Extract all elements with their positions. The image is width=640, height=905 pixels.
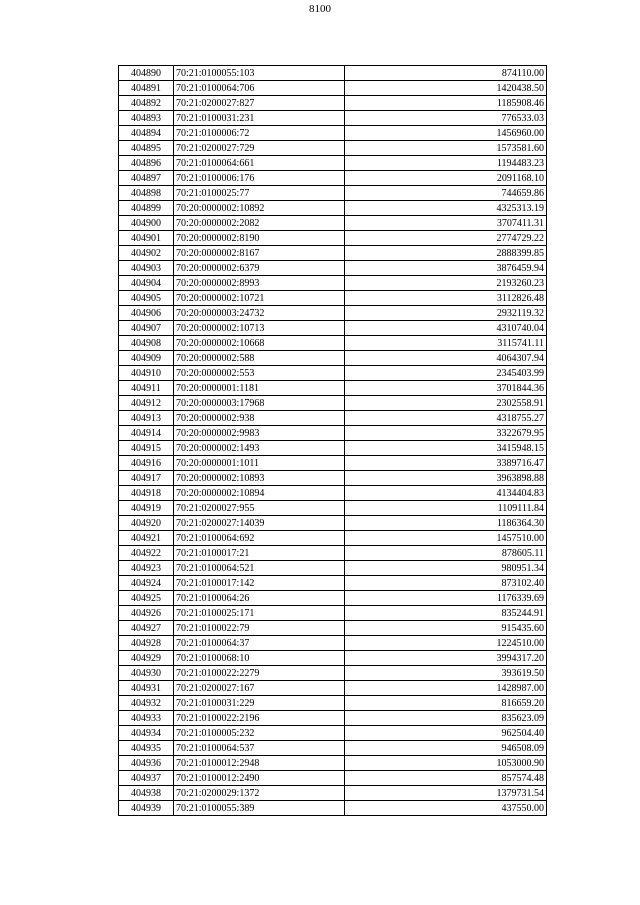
registry-table <box>118 65 547 816</box>
value-cell: 962504.40 <box>345 726 547 741</box>
row-number-cell: 404909 <box>119 351 174 366</box>
row-number-cell: 404911 <box>119 381 174 396</box>
table-row <box>119 546 547 561</box>
value-cell: 3963898.88 <box>345 471 547 486</box>
value-cell: 3322679.95 <box>345 426 547 441</box>
table-row <box>119 231 547 246</box>
cadastral-number-cell: 70:21:0200029:1372 <box>174 786 345 801</box>
row-number-cell: 404936 <box>119 756 174 771</box>
cadastral-number-cell: 70:20:0000002:8993 <box>174 276 345 291</box>
value-cell: 1379731.54 <box>345 786 547 801</box>
cadastral-number-cell: 70:20:0000002:10721 <box>174 291 345 306</box>
row-number-cell: 404896 <box>119 156 174 171</box>
table-row <box>119 351 547 366</box>
row-number-cell: 404912 <box>119 396 174 411</box>
table-row <box>119 321 547 336</box>
cadastral-number-cell: 70:21:0100064:26 <box>174 591 345 606</box>
row-number-cell: 404920 <box>119 516 174 531</box>
cadastral-number-cell: 70:20:0000002:1493 <box>174 441 345 456</box>
cadastral-number-cell: 70:20:0000002:10893 <box>174 471 345 486</box>
table-row <box>119 396 547 411</box>
row-number-cell: 404894 <box>119 126 174 141</box>
table-row <box>119 696 547 711</box>
cadastral-number-cell: 70:21:0100068:10 <box>174 651 345 666</box>
cadastral-number-cell: 70:21:0200027:827 <box>174 96 345 111</box>
value-cell: 4310740.04 <box>345 321 547 336</box>
cadastral-number-cell: 70:20:0000002:938 <box>174 411 345 426</box>
value-cell: 4318755.27 <box>345 411 547 426</box>
row-number-cell: 404907 <box>119 321 174 336</box>
value-cell: 776533.03 <box>345 111 547 126</box>
table-row <box>119 111 547 126</box>
row-number-cell: 404916 <box>119 456 174 471</box>
value-cell: 1109111.84 <box>345 501 547 516</box>
value-cell: 3707411.31 <box>345 216 547 231</box>
row-number-cell: 404897 <box>119 171 174 186</box>
value-cell: 3415948.15 <box>345 441 547 456</box>
value-cell: 1573581.60 <box>345 141 547 156</box>
table-row <box>119 276 547 291</box>
cadastral-number-cell: 70:20:0000002:2082 <box>174 216 345 231</box>
row-number-cell: 404914 <box>119 426 174 441</box>
cadastral-number-cell: 70:21:0100055:389 <box>174 801 345 816</box>
value-cell: 1457510.00 <box>345 531 547 546</box>
cadastral-number-cell: 70:21:0100064:661 <box>174 156 345 171</box>
cadastral-number-cell: 70:21:0100012:2490 <box>174 771 345 786</box>
table-row <box>119 306 547 321</box>
table-row <box>119 576 547 591</box>
cadastral-number-cell: 70:20:0000002:10713 <box>174 321 345 336</box>
row-number-cell: 404910 <box>119 366 174 381</box>
row-number-cell: 404900 <box>119 216 174 231</box>
cadastral-number-cell: 70:21:0200027:14039 <box>174 516 345 531</box>
row-number-cell: 404922 <box>119 546 174 561</box>
value-cell: 1456960.00 <box>345 126 547 141</box>
table-row <box>119 741 547 756</box>
table-row <box>119 336 547 351</box>
cadastral-number-cell: 70:20:0000003:24732 <box>174 306 345 321</box>
value-cell: 744659.86 <box>345 186 547 201</box>
row-number-cell: 404926 <box>119 606 174 621</box>
row-number-cell: 404923 <box>119 561 174 576</box>
cadastral-number-cell: 70:21:0200027:955 <box>174 501 345 516</box>
cadastral-number-cell: 70:21:0100025:77 <box>174 186 345 201</box>
table-row <box>119 411 547 426</box>
table-row <box>119 141 547 156</box>
table-row <box>119 486 547 501</box>
registry-table-body <box>119 66 547 816</box>
cadastral-number-cell: 70:21:0100005:232 <box>174 726 345 741</box>
value-cell: 874110.00 <box>345 66 547 81</box>
value-cell: 2302558.91 <box>345 396 547 411</box>
page-number: 8100 <box>309 3 331 15</box>
row-number-cell: 404927 <box>119 621 174 636</box>
row-number-cell: 404925 <box>119 591 174 606</box>
value-cell: 1053000.90 <box>345 756 547 771</box>
table-row <box>119 171 547 186</box>
value-cell: 946508.09 <box>345 741 547 756</box>
row-number-cell: 404933 <box>119 711 174 726</box>
cadastral-number-cell: 70:21:0100064:37 <box>174 636 345 651</box>
table-row <box>119 531 547 546</box>
table-row <box>119 756 547 771</box>
cadastral-number-cell: 70:21:0200027:729 <box>174 141 345 156</box>
row-number-cell: 404901 <box>119 231 174 246</box>
value-cell: 835623.09 <box>345 711 547 726</box>
row-number-cell: 404904 <box>119 276 174 291</box>
value-cell: 2774729.22 <box>345 231 547 246</box>
row-number-cell: 404932 <box>119 696 174 711</box>
table-row <box>119 246 547 261</box>
value-cell: 393619.50 <box>345 666 547 681</box>
value-cell: 3994317.20 <box>345 651 547 666</box>
cadastral-number-cell: 70:21:0100022:79 <box>174 621 345 636</box>
cadastral-number-cell: 70:21:0100017:21 <box>174 546 345 561</box>
value-cell: 3389716.47 <box>345 456 547 471</box>
row-number-cell: 404895 <box>119 141 174 156</box>
row-number-cell: 404931 <box>119 681 174 696</box>
row-number-cell: 404903 <box>119 261 174 276</box>
row-number-cell: 404937 <box>119 771 174 786</box>
table-row <box>119 801 547 816</box>
row-number-cell: 404892 <box>119 96 174 111</box>
cadastral-number-cell: 70:20:0000002:6379 <box>174 261 345 276</box>
table-row <box>119 771 547 786</box>
value-cell: 1420438.50 <box>345 81 547 96</box>
table-row <box>119 186 547 201</box>
table-row <box>119 366 547 381</box>
cadastral-number-cell: 70:20:0000001:1011 <box>174 456 345 471</box>
cadastral-number-cell: 70:20:0000002:588 <box>174 351 345 366</box>
value-cell: 2091168.10 <box>345 171 547 186</box>
cadastral-number-cell: 70:21:0100055:103 <box>174 66 345 81</box>
value-cell: 2345403.99 <box>345 366 547 381</box>
table-row <box>119 66 547 81</box>
row-number-cell: 404905 <box>119 291 174 306</box>
value-cell: 3701844.36 <box>345 381 547 396</box>
table-row <box>119 201 547 216</box>
cadastral-number-cell: 70:21:0100064:706 <box>174 81 345 96</box>
row-number-cell: 404915 <box>119 441 174 456</box>
cadastral-number-cell: 70:21:0100064:521 <box>174 561 345 576</box>
table-row <box>119 636 547 651</box>
value-cell: 2932119.32 <box>345 306 547 321</box>
cadastral-number-cell: 70:21:0100022:2196 <box>174 711 345 726</box>
value-cell: 3115741.11 <box>345 336 547 351</box>
row-number-cell: 404934 <box>119 726 174 741</box>
table-row <box>119 591 547 606</box>
table-row <box>119 156 547 171</box>
table-row <box>119 456 547 471</box>
value-cell: 4325313.19 <box>345 201 547 216</box>
value-cell: 3112826.48 <box>345 291 547 306</box>
row-number-cell: 404890 <box>119 66 174 81</box>
cadastral-number-cell: 70:21:0100064:692 <box>174 531 345 546</box>
table-row <box>119 726 547 741</box>
value-cell: 1185908.46 <box>345 96 547 111</box>
table-row <box>119 681 547 696</box>
value-cell: 816659.20 <box>345 696 547 711</box>
cadastral-number-cell: 70:21:0100012:2948 <box>174 756 345 771</box>
table-row <box>119 471 547 486</box>
cadastral-number-cell: 70:21:0100017:142 <box>174 576 345 591</box>
value-cell: 2888399.85 <box>345 246 547 261</box>
cadastral-number-cell: 70:21:0100006:72 <box>174 126 345 141</box>
row-number-cell: 404908 <box>119 336 174 351</box>
table-row <box>119 786 547 801</box>
cadastral-number-cell: 70:20:0000002:553 <box>174 366 345 381</box>
row-number-cell: 404898 <box>119 186 174 201</box>
row-number-cell: 404938 <box>119 786 174 801</box>
table-row <box>119 516 547 531</box>
value-cell: 4064307.94 <box>345 351 547 366</box>
value-cell: 1176339.69 <box>345 591 547 606</box>
value-cell: 1194483.23 <box>345 156 547 171</box>
row-number-cell: 404935 <box>119 741 174 756</box>
row-number-cell: 404918 <box>119 486 174 501</box>
row-number-cell: 404917 <box>119 471 174 486</box>
value-cell: 437550.00 <box>345 801 547 816</box>
row-number-cell: 404891 <box>119 81 174 96</box>
cadastral-number-cell: 70:20:0000002:8167 <box>174 246 345 261</box>
value-cell: 915435.60 <box>345 621 547 636</box>
row-number-cell: 404893 <box>119 111 174 126</box>
table-row <box>119 711 547 726</box>
table-row <box>119 81 547 96</box>
table-row <box>119 501 547 516</box>
cadastral-number-cell: 70:21:0200027:167 <box>174 681 345 696</box>
row-number-cell: 404902 <box>119 246 174 261</box>
table-row <box>119 606 547 621</box>
cadastral-number-cell: 70:20:0000002:10894 <box>174 486 345 501</box>
table-row <box>119 381 547 396</box>
value-cell: 878605.11 <box>345 546 547 561</box>
cadastral-number-cell: 70:21:0100064:537 <box>174 741 345 756</box>
table-row <box>119 126 547 141</box>
row-number-cell: 404919 <box>119 501 174 516</box>
table-row <box>119 216 547 231</box>
cadastral-number-cell: 70:20:0000002:9983 <box>174 426 345 441</box>
value-cell: 980951.34 <box>345 561 547 576</box>
row-number-cell: 404906 <box>119 306 174 321</box>
cadastral-number-cell: 70:21:0100031:231 <box>174 111 345 126</box>
cadastral-number-cell: 70:21:0100025:171 <box>174 606 345 621</box>
table-row <box>119 666 547 681</box>
row-number-cell: 404899 <box>119 201 174 216</box>
table-row <box>119 291 547 306</box>
table-row <box>119 621 547 636</box>
table-row <box>119 561 547 576</box>
row-number-cell: 404928 <box>119 636 174 651</box>
cadastral-number-cell: 70:20:0000001:1181 <box>174 381 345 396</box>
value-cell: 1186364.30 <box>345 516 547 531</box>
cadastral-number-cell: 70:20:0000002:10892 <box>174 201 345 216</box>
cadastral-number-cell: 70:20:0000002:10668 <box>174 336 345 351</box>
value-cell: 1224510.00 <box>345 636 547 651</box>
row-number-cell: 404930 <box>119 666 174 681</box>
table-row <box>119 426 547 441</box>
value-cell: 835244.91 <box>345 606 547 621</box>
cadastral-number-cell: 70:21:0100022:2279 <box>174 666 345 681</box>
value-cell: 3876459.94 <box>345 261 547 276</box>
value-cell: 873102.40 <box>345 576 547 591</box>
value-cell: 2193260.23 <box>345 276 547 291</box>
value-cell: 857574.48 <box>345 771 547 786</box>
value-cell: 4134404.83 <box>345 486 547 501</box>
table-row <box>119 651 547 666</box>
cadastral-number-cell: 70:21:0100006:176 <box>174 171 345 186</box>
value-cell: 1428987.00 <box>345 681 547 696</box>
table-row <box>119 96 547 111</box>
row-number-cell: 404939 <box>119 801 174 816</box>
row-number-cell: 404929 <box>119 651 174 666</box>
cadastral-number-cell: 70:20:0000002:8190 <box>174 231 345 246</box>
table-row <box>119 441 547 456</box>
row-number-cell: 404921 <box>119 531 174 546</box>
row-number-cell: 404924 <box>119 576 174 591</box>
table-row <box>119 261 547 276</box>
cadastral-number-cell: 70:21:0100031:229 <box>174 696 345 711</box>
cadastral-number-cell: 70:20:0000003:17968 <box>174 396 345 411</box>
row-number-cell: 404913 <box>119 411 174 426</box>
